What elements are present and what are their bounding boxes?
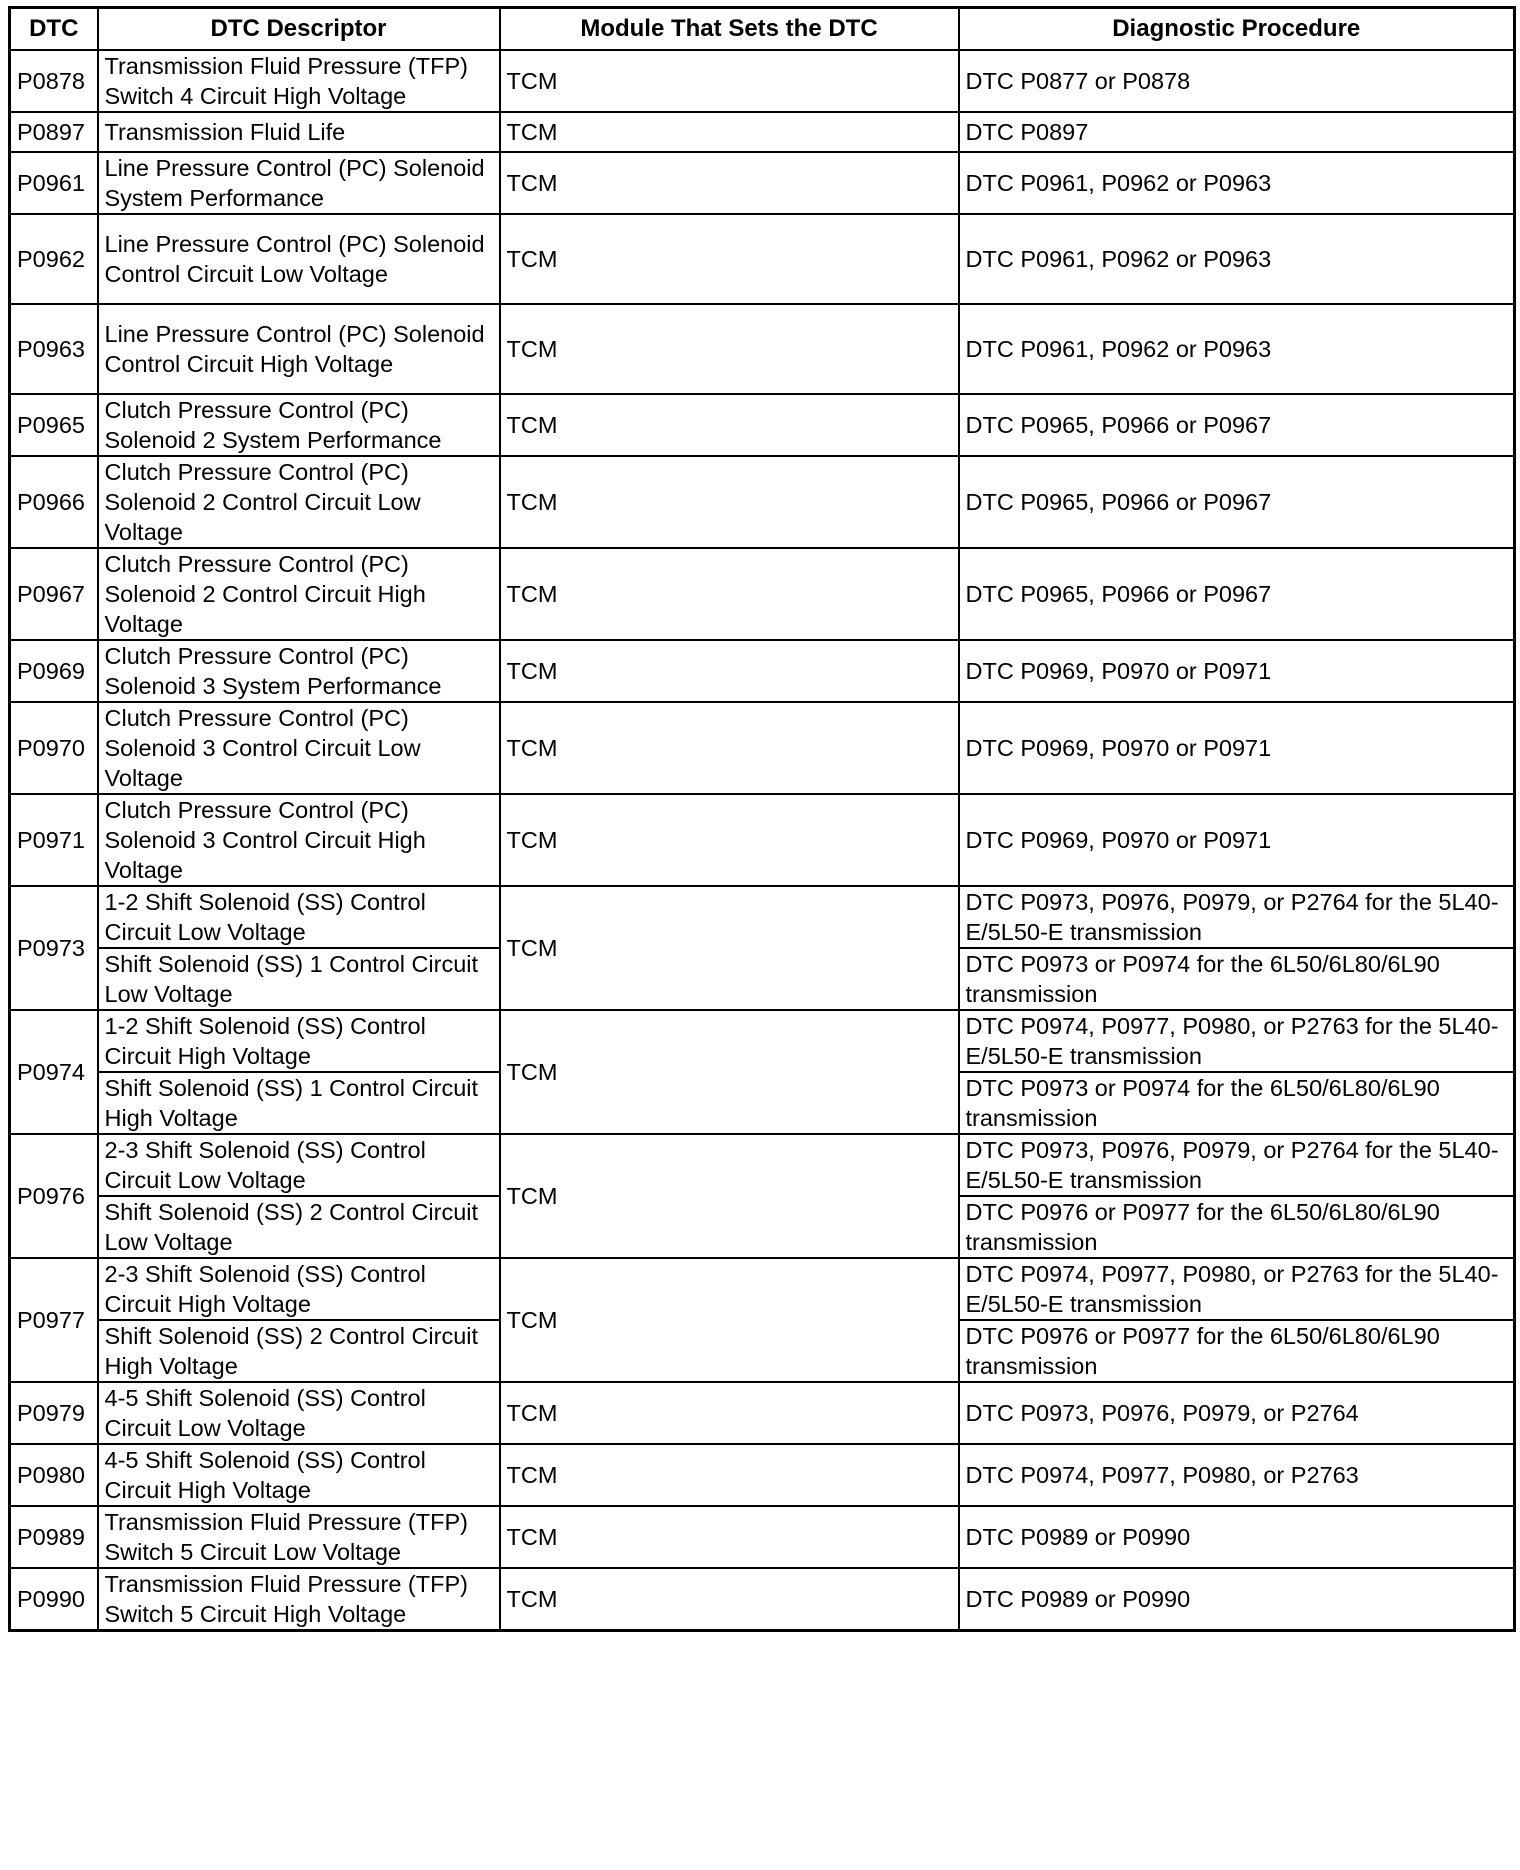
dtc-module: TCM [500, 214, 959, 304]
dtc-descriptor: 4-5 Shift Solenoid (SS) Control Circuit Low Voltage [98, 1382, 500, 1444]
dtc-code: P0897 [10, 112, 98, 152]
dtc-procedure: DTC P0974, P0977, P0980, or P2763 [959, 1444, 1515, 1506]
dtc-descriptor: Shift Solenoid (SS) 1 Control Circuit High Voltage [98, 1072, 500, 1134]
dtc-descriptor: Clutch Pressure Control (PC) Solenoid 3 System Performance [98, 640, 500, 702]
dtc-code: P0963 [10, 304, 98, 394]
table-row [10, 640, 1515, 702]
dtc-module: TCM [500, 1382, 959, 1444]
dtc-descriptor: 2-3 Shift Solenoid (SS) Control Circuit High Voltage [98, 1258, 500, 1320]
dtc-procedure: DTC P0969, P0970 or P0971 [959, 702, 1515, 794]
dtc-descriptor: 1-2 Shift Solenoid (SS) Control Circuit High Voltage [98, 1010, 500, 1072]
table-row [10, 1010, 1515, 1072]
column-header-dtc: DTC [10, 8, 98, 51]
dtc-code: P0969 [10, 640, 98, 702]
dtc-module: TCM [500, 394, 959, 456]
dtc-procedure: DTC P0976 or P0977 for the 6L50/6L80/6L90 transmission [959, 1320, 1515, 1382]
table-row [10, 456, 1515, 548]
dtc-procedure: DTC P0965, P0966 or P0967 [959, 394, 1515, 456]
dtc-descriptor: Line Pressure Control (PC) Solenoid Control Circuit Low Voltage [98, 214, 500, 304]
dtc-descriptor: Clutch Pressure Control (PC) Solenoid 2 Control Circuit Low Voltage [98, 456, 500, 548]
dtc-procedure: DTC P0973, P0976, P0979, or P2764 for the 5L40-E/5L50-E transmission [959, 886, 1515, 948]
dtc-code: P0966 [10, 456, 98, 548]
table-header-row [10, 8, 1515, 51]
dtc-procedure: DTC P0973, P0976, P0979, or P2764 [959, 1382, 1515, 1444]
dtc-procedure: DTC P0961, P0962 or P0963 [959, 152, 1515, 214]
dtc-procedure: DTC P0974, P0977, P0980, or P2763 for the 5L40-E/5L50-E transmission [959, 1010, 1515, 1072]
dtc-descriptor: Line Pressure Control (PC) Solenoid Control Circuit High Voltage [98, 304, 500, 394]
dtc-procedure: DTC P0989 or P0990 [959, 1568, 1515, 1631]
dtc-descriptor: Line Pressure Control (PC) Solenoid System Performance [98, 152, 500, 214]
table-row [10, 152, 1515, 214]
dtc-descriptor: Transmission Fluid Pressure (TFP) Switch 4 Circuit High Voltage [98, 50, 500, 112]
dtc-code: P0965 [10, 394, 98, 456]
dtc-descriptor: Clutch Pressure Control (PC) Solenoid 2 System Performance [98, 394, 500, 456]
dtc-procedure: DTC P0969, P0970 or P0971 [959, 794, 1515, 886]
dtc-module: TCM [500, 1010, 959, 1134]
dtc-module: TCM [500, 640, 959, 702]
dtc-procedure: DTC P0989 or P0990 [959, 1506, 1515, 1568]
dtc-procedure: DTC P0961, P0962 or P0963 [959, 304, 1515, 394]
dtc-code: P0962 [10, 214, 98, 304]
dtc-descriptor: Shift Solenoid (SS) 2 Control Circuit High Voltage [98, 1320, 500, 1382]
dtc-procedure: DTC P0974, P0977, P0980, or P2763 for the 5L40-E/5L50-E transmission [959, 1258, 1515, 1320]
dtc-descriptor: Shift Solenoid (SS) 2 Control Circuit Low Voltage [98, 1196, 500, 1258]
dtc-module: TCM [500, 456, 959, 548]
dtc-module: TCM [500, 152, 959, 214]
table-row [10, 214, 1515, 304]
dtc-code: P0989 [10, 1506, 98, 1568]
dtc-code: P0979 [10, 1382, 98, 1444]
dtc-code: P0977 [10, 1258, 98, 1382]
dtc-descriptor: 1-2 Shift Solenoid (SS) Control Circuit Low Voltage [98, 886, 500, 948]
dtc-descriptor: 4-5 Shift Solenoid (SS) Control Circuit High Voltage [98, 1444, 500, 1506]
dtc-code: P0971 [10, 794, 98, 886]
dtc-code: P0878 [10, 50, 98, 112]
dtc-procedure: DTC P0965, P0966 or P0967 [959, 456, 1515, 548]
dtc-module: TCM [500, 886, 959, 1010]
table-row [10, 304, 1515, 394]
dtc-code: P0976 [10, 1134, 98, 1258]
dtc-code: P0961 [10, 152, 98, 214]
table-row [10, 1444, 1515, 1506]
table-row [10, 794, 1515, 886]
column-header-procedure: Diagnostic Procedure [959, 8, 1515, 51]
table-row [10, 1258, 1515, 1320]
dtc-module: TCM [500, 548, 959, 640]
dtc-descriptor: Clutch Pressure Control (PC) Solenoid 2 Control Circuit High Voltage [98, 548, 500, 640]
dtc-procedure: DTC P0965, P0966 or P0967 [959, 548, 1515, 640]
dtc-module: TCM [500, 794, 959, 886]
dtc-document [8, 6, 1513, 1632]
table-row [10, 394, 1515, 456]
dtc-table [8, 6, 1516, 1632]
dtc-descriptor: 2-3 Shift Solenoid (SS) Control Circuit Low Voltage [98, 1134, 500, 1196]
dtc-module: TCM [500, 50, 959, 112]
dtc-descriptor: Transmission Fluid Life [98, 112, 500, 152]
dtc-code: P0974 [10, 1010, 98, 1134]
dtc-module: TCM [500, 112, 959, 152]
table-row [10, 1382, 1515, 1444]
table-row [10, 1506, 1515, 1568]
dtc-code: P0973 [10, 886, 98, 1010]
dtc-descriptor: Shift Solenoid (SS) 1 Control Circuit Low Voltage [98, 948, 500, 1010]
dtc-module: TCM [500, 304, 959, 394]
table-row [10, 50, 1515, 112]
dtc-procedure: DTC P0969, P0970 or P0971 [959, 640, 1515, 702]
dtc-code: P0967 [10, 548, 98, 640]
dtc-procedure: DTC P0973 or P0974 for the 6L50/6L80/6L90 transmission [959, 948, 1515, 1010]
table-row [10, 1568, 1515, 1631]
dtc-module: TCM [500, 1134, 959, 1258]
dtc-descriptor: Clutch Pressure Control (PC) Solenoid 3 Control Circuit High Voltage [98, 794, 500, 886]
dtc-module: TCM [500, 702, 959, 794]
dtc-module: TCM [500, 1568, 959, 1631]
table-row [10, 112, 1515, 152]
column-header-descriptor: DTC Descriptor [98, 8, 500, 51]
dtc-code: P0990 [10, 1568, 98, 1631]
table-row [10, 886, 1515, 948]
table-row [10, 1134, 1515, 1196]
dtc-procedure: DTC P0973, P0976, P0979, or P2764 for the 5L40-E/5L50-E transmission [959, 1134, 1515, 1196]
table-row [10, 702, 1515, 794]
dtc-descriptor: Transmission Fluid Pressure (TFP) Switch 5 Circuit Low Voltage [98, 1506, 500, 1568]
table-row [10, 548, 1515, 640]
dtc-procedure: DTC P0961, P0962 or P0963 [959, 214, 1515, 304]
dtc-descriptor: Clutch Pressure Control (PC) Solenoid 3 Control Circuit Low Voltage [98, 702, 500, 794]
dtc-descriptor: Transmission Fluid Pressure (TFP) Switch 5 Circuit High Voltage [98, 1568, 500, 1631]
dtc-procedure: DTC P0877 or P0878 [959, 50, 1515, 112]
dtc-module: TCM [500, 1506, 959, 1568]
dtc-code: P0980 [10, 1444, 98, 1506]
dtc-module: TCM [500, 1258, 959, 1382]
dtc-code: P0970 [10, 702, 98, 794]
dtc-procedure: DTC P0973 or P0974 for the 6L50/6L80/6L90 transmission [959, 1072, 1515, 1134]
column-header-module: Module That Sets the DTC [500, 8, 959, 51]
dtc-procedure: DTC P0976 or P0977 for the 6L50/6L80/6L90 transmission [959, 1196, 1515, 1258]
dtc-procedure: DTC P0897 [959, 112, 1515, 152]
dtc-module: TCM [500, 1444, 959, 1506]
